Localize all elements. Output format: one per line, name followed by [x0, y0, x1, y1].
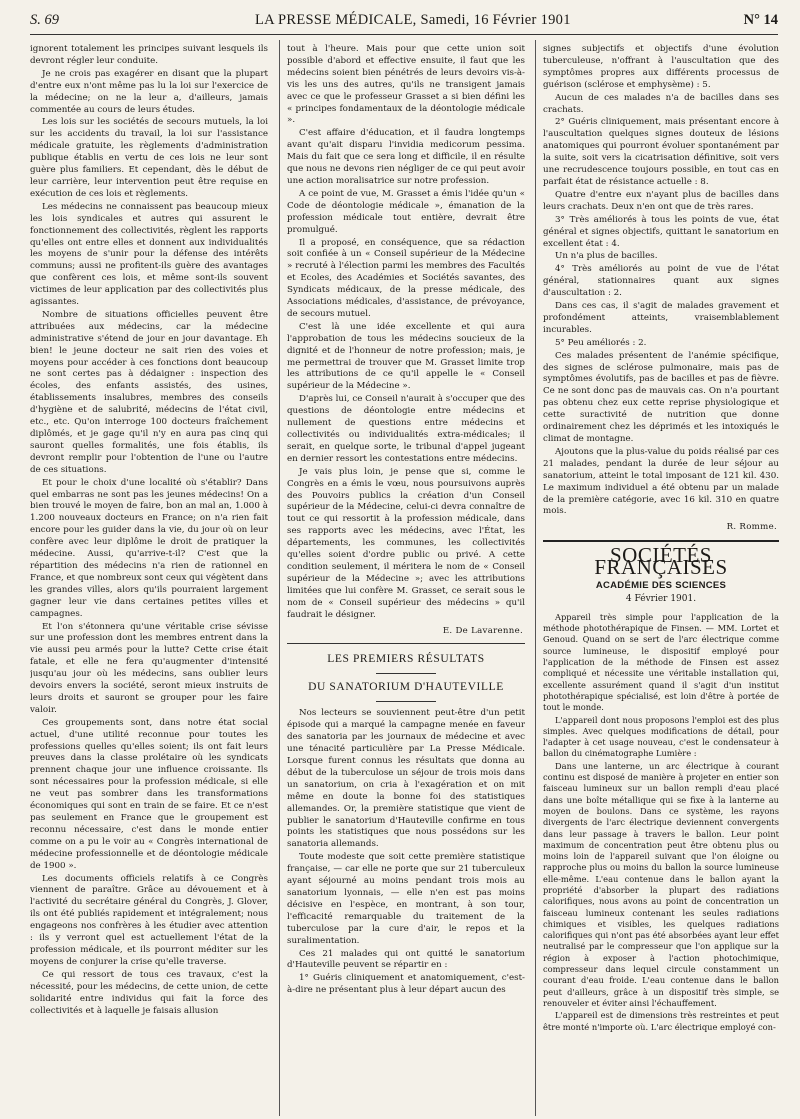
- paragraph: Ces groupements sont, dans notre état social actuel, d'une utilité reconnue pour toutes les professions quelles qu'elles soient; ils ont fait leurs preuves dans la classe prolétaire où les syndicats prennent chaque jour une influence croissante. Ils sont nécessaires pour la profession médicale, si elle ne veut pas sombrer dans les transformations économiques qui sont en train de se faire. Et ce n'est pas seulement en France que le groupement est reconnu nécessaire, c'est dans le monde entier comme on a pu le voir au « Congrès international de médecine professionnelle et de déontologie médicale de 1900 ».: [30, 717, 268, 871]
- author-signature: R. Romme.: [726, 522, 777, 533]
- paragraph: D'après lui, ce Conseil n'aurait à s'occuper que des questions de déontologie entre médecins et nullement de questions entre médecins et collectivités ou individualités extra-médicales; il serait, en quelque sorte, le tribunal d'appel jugeant en dernier ressort les contestations entre médecins.: [287, 394, 525, 464]
- title-rule: [376, 701, 436, 702]
- section-rule: [543, 540, 779, 542]
- column-1: [30, 44, 268, 1116]
- paragraph: Dans ces cas, il s'agit de malades gravement et profondément atteints, vraisemblablement incurables.: [543, 301, 779, 335]
- header-rule: [30, 34, 778, 35]
- paragraph: 2° Guéris cliniquement, mais présentant encore à l'auscultation quelques signes douteux de lésions anatomiques qui pourront évoluer spontanément par la suite, soit vers la cicatrisation définitive, soit vers une recrudescence toujours possible, en tout cas en parfait état de résistance actuelle : 8.: [543, 117, 779, 187]
- paragraph: 4° Très améliorés au point de vue de l'état général, stationnaires quant aux signes d'auscultation : 2.: [543, 264, 779, 299]
- paragraph: Les médecins ne connaissent pas beaucoup mieux les lois syndicales et autres qui assurent le fonctionnement des collectivités, règlent les rapports qu'elles ont entre elles et donnent aux individualités les moyens de s'unir pour la défense des intérêts communs; aussi ne profitent-ils guère des avantages que confèrent ces lois, et même sont-ils souvent victimes de leur application par des collectivités plus agissantes.: [30, 201, 268, 308]
- session-date: 4 Février 1901.: [625, 593, 697, 604]
- paragraph: Il a proposé, en conséquence, que sa rédaction soit confiée à un « Conseil supérieur de la Médecine » recruté à l'élection parmi les membres des Facultés et Ecoles, des Académies et Sociétés savantes, des Syndicats médicaux, de la presse médicale, des Associations médicales, d'assistance, de prévoyance, de secours mutuel.: [287, 237, 525, 319]
- paragraph: Ajoutons que la plus-value du poids réalisé par ces 21 malades, pendant la durée de leur séjour au sanatorium, atteint le total imposant de 121 kil. 430. Le maximum individuel a été obtenu par un malade de la première catégorie, avec 16 kil. 310 en quatre mois.: [543, 446, 779, 517]
- paragraph: Nos lecteurs se souviennent peut-être d'un petit épisode qui a marqué la campagne menée en faveur des sanatoria par les journaux de médecine et avec une ténacité particulière par La Presse Médicale. Lorsque furent connus les résultats que donna au début de la tuberculose un séjour de trois mois dans un sanatorium, on cria à l'exagération et on mit même en doute la bonne foi des statistiques allemandes. Or, la première statistique que vient de publier le sanatorium d'Hauteville confirme en tous points les statistiques que nous possédons sur les sanatoria allemands.: [287, 708, 525, 850]
- issue-number: N° 14: [743, 12, 778, 28]
- paragraph: Un n'a plus de bacilles.: [555, 251, 658, 262]
- paragraph: Et l'on s'étonnera qu'une véritable crise sévisse sur une profession dont les membres entrent dans la vie aussi peu armés pour la lutte? Cette crise était fatale, et elle ne fera qu'augmenter d'intensité jusqu'au jour où les médecins, sans oublier leurs devoirs envers la société, seront mieux instruits de leurs droits et sauront se grouper pour les faire valoir.: [30, 621, 268, 715]
- author-signature: E. De Lavarenne.: [442, 625, 523, 636]
- column-3: [543, 44, 779, 1116]
- paragraph: C'est là une idée excellente et qui aura l'approbation de tous les médecins soucieux de la dignité et de l'honneur de notre profession; mais, je me permettrai de trouver que M. Grasset limite trop les attributions de ce qu'il appelle le « Conseil supérieur de la Médecine ».: [287, 321, 525, 392]
- title-rule: [376, 673, 436, 674]
- paragraph: L'appareil est de dimensions très restreintes et peut être monté n'importe où. L'arc électrique employé con-: [543, 1010, 779, 1032]
- paragraph: tout à l'heure. Mais pour que cette union soit possible d'abord et effective ensuite, il faut que les médecins soient bien pénétrés de leurs devoirs vis-à-vis les uns des autres, qu'ils ne transigent jamais avec ce que le professeur Grasset a si bien défini les « principes fondamentaux de la déontologie médicale ».: [287, 44, 525, 126]
- paragraph: Quatre d'entre eux n'ayant plus de bacilles dans leurs crachats. Deux n'en ont que de très rares.: [543, 189, 779, 212]
- paragraph: Nombre de situations officielles peuvent être attribuées aux médecins, car la médecine administrative s'étend de jour en jour davantage. Eh bien! le jeune docteur ne sait rien des voies et moyens pour accéder à ces fonctions dont beaucoup ne sont certes pas à dédaigner : inspection des écoles, des enfants assistés, des usines, établissements insalubres, membres des conseils d'hygiène et de salubrité, médecins de l'état civil, etc., etc. Qu'on interroge 100 docteurs fraîchement diplômés, et je gage qu'il n'y en aura pas cinq qui sauront quelles formalités, une fois établis, ils devront remplir pour l'obtention de l'une ou l'autre de ces situations.: [30, 309, 268, 475]
- section-title: SOCIÉTÉS FRANÇAISES: [594, 543, 728, 580]
- article-title-line-1: LES PREMIERS RÉSULTATS: [327, 653, 485, 666]
- journal-title: LA PRESSE MÉDICALE, Samedi, 16 Février 1901: [255, 12, 571, 28]
- paragraph: Toute modeste que soit cette première statistique française, — car elle ne porte que sur 21 tuberculeux ayant séjourné au moins pendant trois mois au sanatorium lyonnais, — elle n'en est pas moins décisive en l'espèce, en montrant, à son tour, l'efficacité remarquable du traitement de la tuberculose par la cure d'air, le repos et la suralimentation.: [287, 852, 525, 946]
- paragraph: Ces malades présentent de l'anémie spécifique, des signes de sclérose pulmonaire, mais pas de symptômes évolutifs, pas de bacilles et pas de fièvre. Ce ne sont donc pas de mauvais cas. On n'a pourtant pas obtenu chez eux cette reprise physiologique et cette suractivité de nutrition que donne ordinairement chez les déprimés et les intoxiqués le climat de montagne.: [543, 350, 779, 444]
- article-title: [287, 650, 525, 702]
- page-number: S. 69: [30, 12, 59, 28]
- page-header: [30, 8, 778, 30]
- paragraph: C'est affaire d'éducation, et il faudra longtemps avant qu'ait disparu l'invidia medicorum pessima. Mais du fait que ce sera long et difficile, il en résulte que nous ne devons rien négliger de ce qui peut avoir une action moralisatrice sur notre profession.: [287, 128, 525, 186]
- paragraph: Dans une lanterne, un arc électrique à courant continu est disposé de manière à projeter en entier son faisceau lumineux sur un ballon rempli d'eau placé dans une boîte métallique qui se fixe à la lanterne au moyen de boulons. Dans ce système, les rayons divergents de l'arc électrique deviennent convergents dans leur passage à travers le ballon. Leur point maximum de concentration peut être obtenu plus ou moins loin de l'appareil suivant que l'on éloigne ou rapproche plus ou moins du ballon la source lumineuse elle-même. L'eau contenue dans le ballon ayant la propriété d'absorber la plupart des radiations calorifiques, nous avons au point de concentration un faisceau lumineux contenant les seules radiations chimiques et visibles, les quelques radiations calorifiques qui n'ont pas été absorbées ayant leur effet neutralisé par le compresseur que l'on applique sur la région à exposer à l'action photochimique, compresseur dans lequel circule constamment un courant d'eau froide. L'eau contenue dans le ballon peut d'ailleurs, grâce à un dispositif très simple, se renouveler et éviter ainsi l'échauffement.: [543, 760, 779, 1008]
- paragraph: 1° Guéris cliniquement et anatomiquement, c'est-à-dire ne présentant plus à leur départ aucun des: [287, 973, 525, 996]
- paragraph: 5° Peu améliorés : 2.: [555, 337, 647, 348]
- section-rule: [287, 643, 525, 644]
- paragraph: Ces 21 malades qui ont quitté le sanatorium d'Hauteville peuvent se répartir en :: [287, 948, 525, 971]
- paragraph: 3° Très améliorés à tous les points de vue, état général et signes objectifs, quittant le sanatorium en excellent état : 4.: [543, 214, 779, 249]
- paragraph: Ce qui ressort de tous ces travaux, c'est la nécessité, pour les médecins, de cette union, de cette solidarité entre individus qui fait la force des collectivités et à laquelle je faisais allusion: [30, 969, 268, 1016]
- paragraph: ignorent totalement les principes suivant lesquels ils devront régler leur conduite.: [30, 44, 268, 66]
- paragraph: Les documents officiels relatifs à ce Congrès viennent de paraître. Grâce au dévouement et à l'activité du secrétaire général du Congrès, J. Glover, ils ont été publiés rapidement et intégralement; nous engageons nos confrères à les étudier avec attention : ils y verront quel est actuellement l'état de la profession médicale, et ils pourront méditer sur les moyens de conjurer la crise qu'elle traverse.: [30, 873, 268, 967]
- article-title-line-2: DU SANATORIUM D'HAUTEVILLE: [308, 681, 504, 694]
- paragraph: A ce point de vue, M. Grasset a émis l'idée qu'un « Code de déontologie médicale », émanation de la profession médicale tout entière, devrait être promulgué.: [287, 188, 525, 235]
- column-divider: [279, 40, 280, 1116]
- paragraph: Appareil très simple pour l'application de la méthode photothérapique de Finsen. — MM. Lortet et Genoud. Quand on se sert de l'arc électrique comme source lumineuse, le dispositif employé pour l'application de la méthode de Finsen est assez compliqué et nécessite une véritable installation qui, excellente assurément quand il s'agit d'un institut photothérapique spécialisé, est loin d'être à portée de tout le monde.: [543, 611, 779, 713]
- paragraph: Je vais plus loin, je pense que si, comme le Congrès en a émis le vœu, nous poursuivons auprès des Pouvoirs publics la création d'un Conseil supérieur de la Médecine, celui-ci devra connaître de tout ce qui ressortit à la profession médicale, dans ses rapports avec les médecins, avec l'État, les départements, les communes, les collectivités qu'elles soient d'ordre public ou privé. A cette condition seulement, il méritera le nom de « Conseil supérieur de la Médecine »; avec les attributions limitées que lui confère M. Grasset, ce serait sous le nom de « Conseil supérieur des médecins » qu'il faudrait le désigner.: [287, 466, 525, 620]
- academy-heading: ACADÉMIE DES SCIENCES: [595, 580, 727, 592]
- column-divider: [535, 40, 536, 1116]
- paragraph: L'appareil dont nous proposons l'emploi est des plus simples. Avec quelques modifications de détail, pour l'adapter à cet usage nouveau, c'est le condensateur à ballon du cinématographe Lumière :: [543, 714, 779, 759]
- paragraph: Et pour le choix d'une localité où s'établir? Dans quel embarras ne sont pas les jeunes médecins! On a bien trouvé le moyen de faire, bon an mal an, 1.000 à 1.200 nouveaux docteurs en France; on n'a rien fait encore pour les guider dans la vie, du jour où on leur confère avec leur diplôme le droit de pratiquer la médecine. Aussi, qu'arrive-t-il? C'est que la répartition des médecins n'a rien de rationnel en France, et que nombreux sont ceux qui végètent dans les grandes villes, alors qu'ils pourraient largement gagner leur vie dans certaines petites villes et campagnes.: [30, 477, 268, 619]
- paragraph: Les lois sur les sociétés de secours mutuels, la loi sur les accidents du travail, la loi sur l'assistance médicale gratuite, les règlements d'administration publique établis en vertu de ces lois ne leur sont guère plus familiers. Et cependant, dès le début de leur carrière, leur intervention peut être requise en exécution de ces lois et règlements.: [30, 117, 268, 199]
- paragraph: Aucun de ces malades n'a de bacilles dans ses crachats.: [543, 92, 779, 115]
- column-2: [287, 44, 525, 1116]
- paragraph: signes subjectifs et objectifs d'une évolution tuberculeuse, n'offrant à l'auscultation que des symptômes propres aux différents processus de guérison (sclérose et emphysème) : 5.: [543, 44, 779, 90]
- paragraph: Je ne crois pas exagérer en disant que la plupart d'entre eux n'ont même pas lu la loi sur l'exercice de la médecine; on ne la leur a, d'ailleurs, jamais commentée au cours de leurs études.: [30, 68, 268, 115]
